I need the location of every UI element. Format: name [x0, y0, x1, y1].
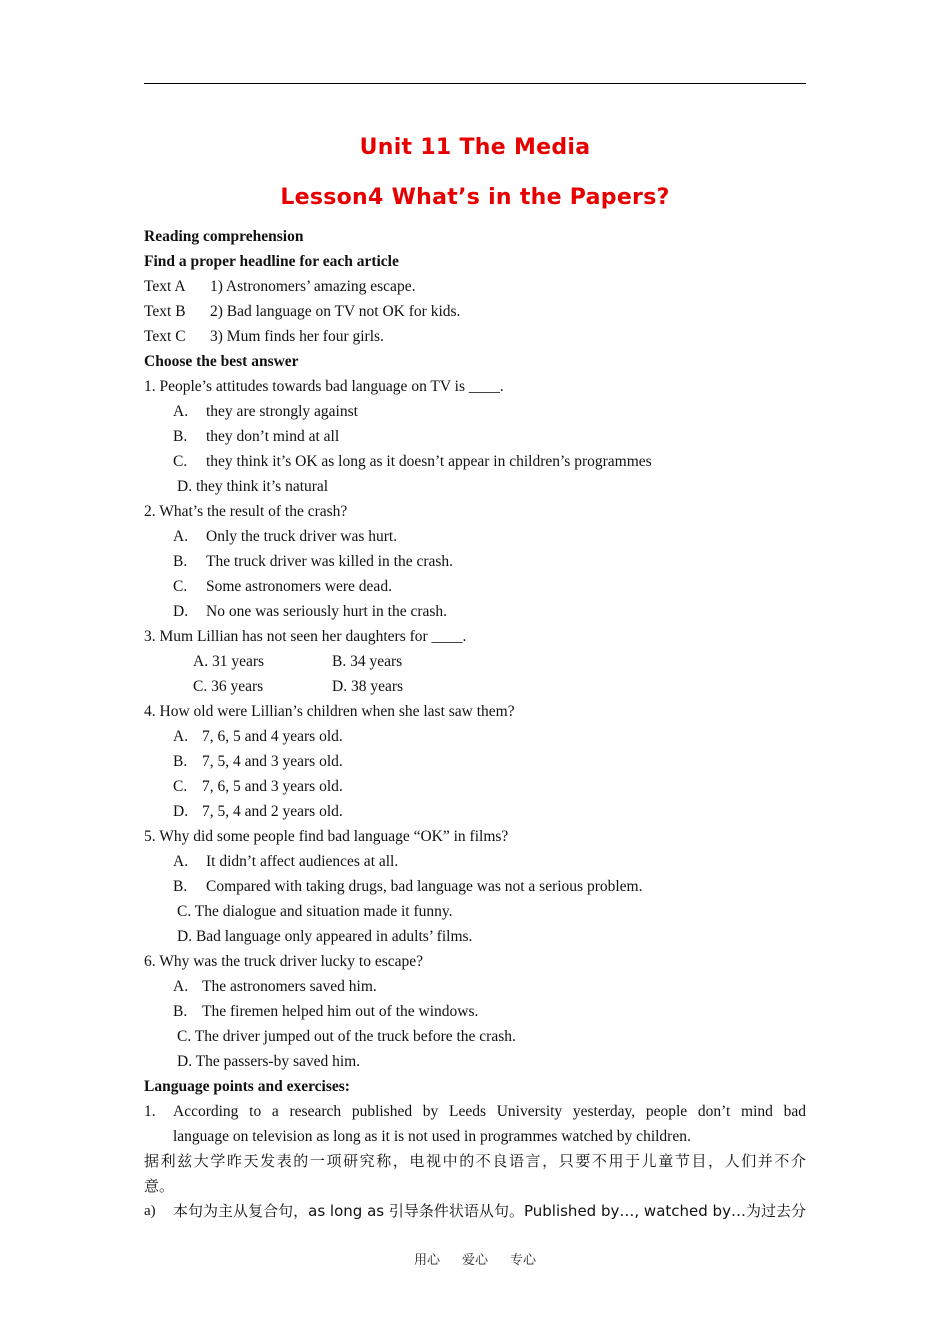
option-b: B. 34 years: [332, 653, 403, 670]
option-a: [144, 974, 806, 999]
section-heading-choose: Choose the best answer: [144, 353, 299, 370]
chinese-translation-line-1: 据利兹大学昨天发表的一项研究称，电视中的不良语言，只要不用于儿童节目，人们并不介: [144, 1152, 806, 1170]
option-key: B.: [173, 878, 188, 895]
note-line: [144, 1199, 806, 1224]
option-d: [144, 799, 806, 824]
question-stem: 6. Why was the truck driver lucky to escape?: [144, 953, 424, 970]
option-text: they think it’s OK as long as it doesn’t appear in children’s programmes: [206, 453, 652, 470]
option-d: [144, 599, 806, 624]
option-text: Some astronomers were dead.: [206, 578, 392, 595]
option-d: D. they think it’s natural: [177, 478, 329, 495]
option-text: It didn’t affect audiences at all.: [206, 853, 399, 870]
document-body: [144, 224, 806, 1224]
question-stem: 2. What’s the result of the crash?: [144, 503, 348, 520]
option-key: B.: [173, 553, 188, 570]
option-a: [144, 849, 806, 874]
unit-title: Unit 11 The Media: [359, 135, 591, 160]
headline-row: [144, 299, 806, 324]
option-c: [144, 574, 806, 599]
point-number: 1.: [144, 1103, 156, 1120]
option-text: Only the truck driver was hurt.: [206, 528, 398, 545]
option-text: The truck driver was killed in the crash.: [206, 553, 454, 570]
question-stem: 1. People’s attitudes towards bad language on TV is ____.: [144, 378, 504, 395]
question-stem: 5. Why did some people find bad language “OK” in films?: [144, 828, 509, 845]
option-key: B.: [173, 428, 188, 445]
option-key: A.: [173, 978, 189, 995]
footer-word: 专心: [510, 1253, 537, 1268]
option-key: A.: [173, 853, 189, 870]
option-key: A.: [173, 403, 189, 420]
option-d: D. 38 years: [332, 678, 404, 695]
text-label: Text C: [144, 328, 186, 345]
option-key: A.: [173, 728, 189, 745]
option-text: 7, 6, 5 and 4 years old.: [202, 728, 343, 745]
option-pair: [144, 649, 806, 674]
question-stem: 4. How old were Lillian’s children when she last saw them?: [144, 703, 515, 720]
option-text: they are strongly against: [206, 403, 358, 420]
option-key: C.: [173, 778, 188, 795]
option-c: [144, 774, 806, 799]
option-key: B.: [173, 753, 188, 770]
option-b: [144, 999, 806, 1024]
option-b: [144, 874, 806, 899]
text-label: Text B: [144, 303, 186, 320]
section-heading-reading: Reading comprehension: [144, 228, 304, 245]
option-a: [144, 724, 806, 749]
section-heading-headline: Find a proper headline for each article: [144, 253, 399, 270]
option-text: they don’t mind at all: [206, 428, 340, 445]
option-key: C.: [173, 578, 188, 595]
option-c: C. 36 years: [193, 678, 264, 695]
option-key: B.: [173, 1003, 188, 1020]
headline-text: 2) Bad language on TV not OK for kids.: [210, 303, 461, 320]
option-a: A. 31 years: [193, 653, 265, 670]
option-key: D.: [173, 803, 189, 820]
headline-text: 1) Astronomers’ amazing escape.: [210, 278, 416, 295]
option-key: A.: [173, 528, 189, 545]
header-rule: [144, 83, 806, 84]
option-b: [144, 549, 806, 574]
section-heading-language: Language points and exercises:: [144, 1078, 350, 1095]
point-line-1: [144, 1099, 806, 1124]
option-key: C.: [173, 453, 188, 470]
option-text: The firemen helped him out of the windows.: [202, 1003, 479, 1020]
option-d: D. The passers-by saved him.: [177, 1053, 361, 1070]
headline-text: 3) Mum finds her four girls.: [210, 328, 384, 345]
option-b: [144, 424, 806, 449]
question-stem: 3. Mum Lillian has not seen her daughters for ____.: [144, 628, 467, 645]
page-footer: [0, 1249, 950, 1268]
chinese-translation-line-2: 意。: [144, 1177, 175, 1195]
headline-row: [144, 324, 806, 349]
option-text: 7, 6, 5 and 3 years old.: [202, 778, 343, 795]
point-text: According to a research published by Leeds University yesterday, people don’t mind bad: [173, 1103, 806, 1120]
option-d: D. Bad language only appeared in adults’ films.: [177, 928, 473, 945]
option-c: [144, 449, 806, 474]
point-line-2: language on television as long as it is not used in programmes watched by children.: [173, 1128, 691, 1145]
option-c: C. The dialogue and situation made it funny.: [177, 903, 453, 920]
option-a: [144, 524, 806, 549]
note-text: 本句为主从复合句，as long as 引导条件状语从句。Published by…, watched by…为过去分: [173, 1202, 806, 1220]
option-pair: [144, 674, 806, 699]
option-text: The astronomers saved him.: [202, 978, 377, 995]
option-key: D.: [173, 603, 189, 620]
option-text: Compared with taking drugs, bad language was not a serious problem.: [206, 878, 643, 895]
text-label: Text A: [144, 278, 186, 295]
option-text: 7, 5, 4 and 2 years old.: [202, 803, 343, 820]
lesson-title: Lesson4 What’s in the Papers?: [280, 185, 670, 210]
option-text: 7, 5, 4 and 3 years old.: [202, 753, 343, 770]
note-key: a): [144, 1203, 156, 1219]
option-c: C. The driver jumped out of the truck before the crash.: [177, 1028, 516, 1045]
headline-row: [144, 274, 806, 299]
option-text: No one was seriously hurt in the crash.: [206, 603, 448, 620]
option-b: [144, 749, 806, 774]
footer-word: 爱心: [461, 1253, 488, 1268]
option-a: [144, 399, 806, 424]
footer-word: 用心: [413, 1253, 440, 1268]
